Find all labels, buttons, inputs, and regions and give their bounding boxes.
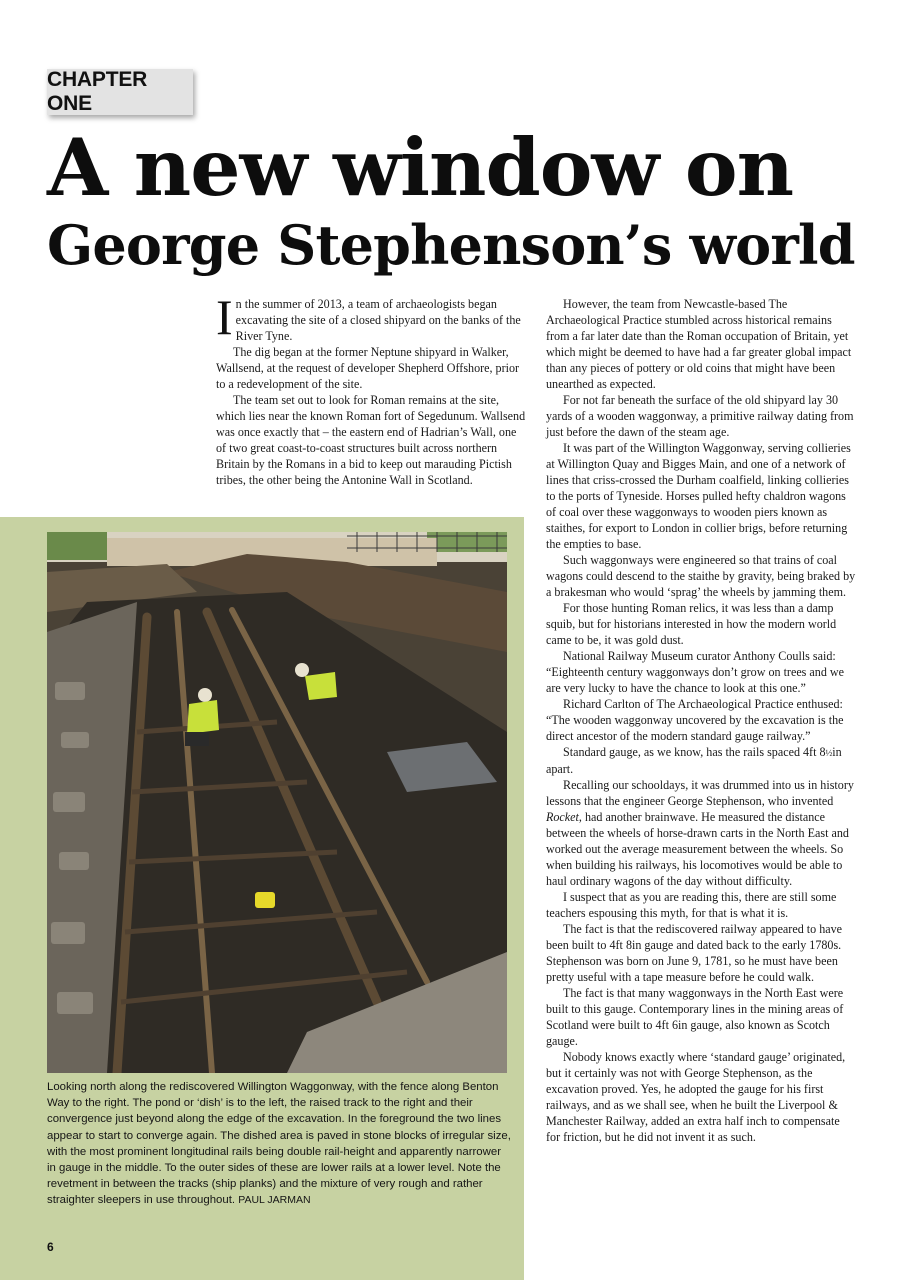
headline-line-2: George Stephenson’s world	[47, 213, 855, 277]
paragraph: Recalling our schooldays, it was drummed into us in history lessons that the engineer George Stephenson, who invented Rocket, had another brainwave. He measured the distance between the wheels of horse-drawn carts in the North East and worked out the average measurement between the wheels. So when building his railways, his locomotives would be able to haul ordinary wagons of the day without difficulty.	[546, 778, 854, 888]
paragraph: Standard gauge, as we know, has the rails spaced 4ft 8½in apart.	[546, 745, 842, 776]
paragraph: The dig began at the former Neptune shipyard in Walker, Wallsend, at the request of developer Shepherd Offshore, prior to a redevelopment of the site.	[216, 345, 520, 391]
paragraph: The fact is that the rediscovered railway appeared to have been built to 4ft 8in gauge and dated back to the early 1780s. Stephenson was born on June 9, 1781, so he must have been pretty useful with a tape measure before he could walk.	[546, 922, 843, 984]
excavation-photo	[47, 532, 507, 1073]
paragraph: However, the team from Newcastle-based The Archaeological Practice stumbled across historical remains from a far later date than the Roman occupation of Britain, yet which might be deemed to have had a far greater global impact than any pieces of pottery or old coins that might have been unearthed as expected.	[546, 297, 852, 391]
paragraph: The fact is that many waggonways in the North East were built to this gauge. Contemporary lines in the mining areas of Scotland were built to 4ft 6in gauge, also known as Scotch gauge.	[546, 986, 844, 1048]
chapter-label: CHAPTER ONE	[47, 69, 193, 115]
headline-line-1: A new window on	[47, 121, 794, 214]
drop-cap: I	[216, 289, 233, 345]
paragraph: For not far beneath the surface of the old shipyard lay 30 yards of a wooden waggonway, a primitive railway dating from just before the dawn of the steam age.	[546, 393, 854, 439]
paragraph: Richard Carlton of The Archaeological Practice enthused: “The wooden waggonway uncovered by the excavation is the direct ancestor of the modern standard gauge railway.”	[546, 697, 844, 743]
left-text-column	[216, 289, 528, 488]
photo-credit: PAUL JARMAN	[238, 1194, 311, 1207]
right-text-column	[546, 296, 856, 1145]
paragraph: For those hunting Roman relics, it was less than a damp squib, but for historians interested in how the modern world came to be, it was gold dust.	[546, 601, 837, 647]
paragraph: I suspect that as you are reading this, there are still some teachers espousing this myth, for that is what it is.	[546, 890, 837, 920]
paragraph: National Railway Museum curator Anthony Coulls said: “Eighteenth century waggonways don’t grow on trees and we are very lucky to have the chance to look at this one.”	[546, 649, 845, 695]
paragraph: In the summer of 2013, a team of archaeologists began excavating the site of a closed shipyard on the banks of the River Tyne.	[216, 289, 521, 345]
caption-text: Looking north along the rediscovered Willington Waggonway, with the fence along Benton Way to the right. The pond or ‘dish’ is to the left, the raised track to the right and their convergence just beyond along the edge of the excavation. In the foreground the two lines appear to start to converge again. The dished area is paved in stone blocks of irregular size, with the most prominent longitudinal rails being double rail-height and apparently narrower in gauge in the middle. To the outer sides of these are lower rails at a lower level. Note the revetment in between the tracks (ship planks) and the mixture of very rough and rather straighter sleepers in use throughout.	[47, 1081, 511, 1207]
photo-caption	[47, 1079, 513, 1209]
page-number: 6	[47, 1240, 54, 1254]
paragraph: It was part of the Willington Waggonway, serving collieries at Willington Quay and Bigges Main, and one of a network of lines that criss-crossed the Durham coalfield, linking collieries to the ports of Tyneside. Horses pulled hefty chaldron wagons of coal over these waggonways to wooden piers known as staithes, for export to London in collier brigs, before returning the empties to base.	[546, 441, 851, 551]
paragraph: The team set out to look for Roman remains at the site, which lies near the known Roman fort of Segedunum. Wallsend was once exactly that – the eastern end of Hadrian’s Wall, one of two great coast-to-coast structures built across northern Britain by the Romans in a bid to keep out marauding Pictish tribes, the other being the Antonine Wall in Scotland.	[216, 393, 526, 487]
paragraph: Such waggonways were engineered so that trains of coal wagons could descend to the staithe by gravity, being braked by a brakesman who would ‘sprag’ the wheels by jamming them.	[546, 553, 856, 599]
paragraph: Nobody knows exactly where ‘standard gauge’ originated, but it certainly was not with George Stephenson, as the excavation proved. Yes, he adopted the gauge for his first railways, and as we shall see, when he built the Liverpool & Manchester Railway, added an extra half inch to compensate for friction, but he did not invent it as such.	[546, 1050, 846, 1144]
